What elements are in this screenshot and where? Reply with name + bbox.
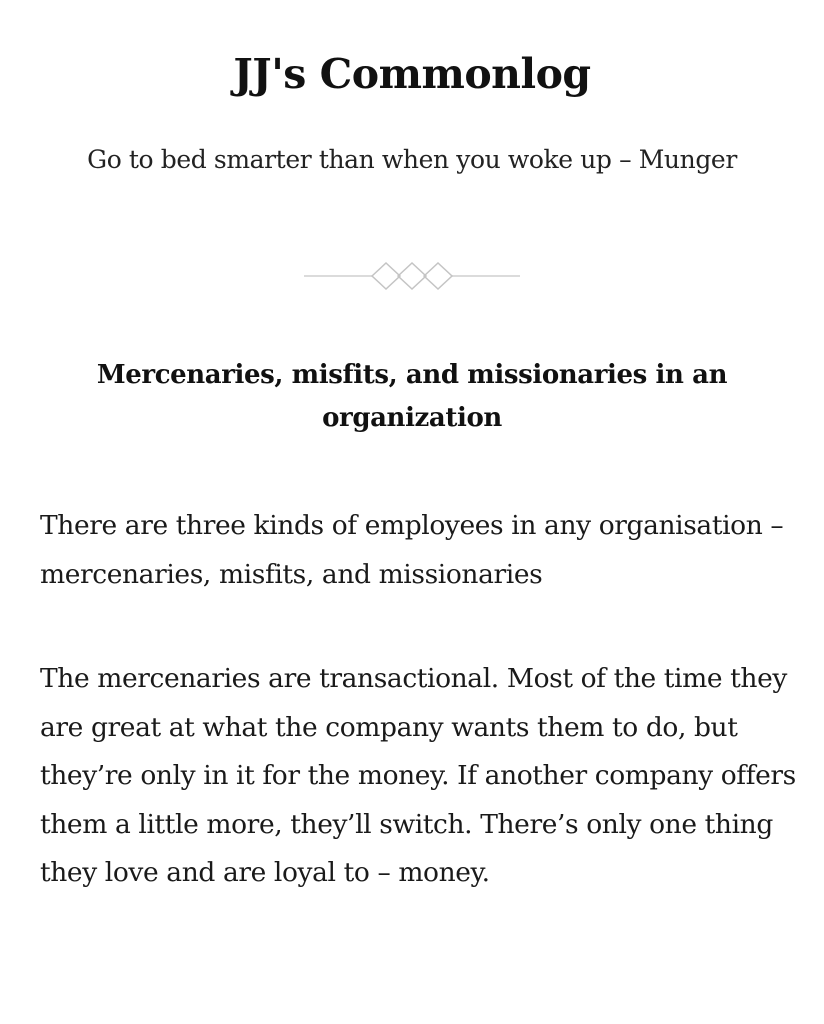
post-paragraph: The mercenaries are transactional. Most of the time they are great at what the company wants them to do, but they’re only in it for the money. If another company offers them a little more, they’ll switch. There’s only one thing they love and are loyal to – money.: [40, 663, 796, 888]
post-title[interactable]: Mercenaries, misfits, and missionaries in an organization: [96, 360, 728, 433]
site-tagline: Go to bed smarter than when you woke up – Munger: [87, 145, 737, 174]
post-paragraph: There are three kinds of employees in any organisation – mercenaries, misfits, and missionaries: [40, 510, 784, 590]
post-body: [40, 502, 800, 954]
site-title[interactable]: JJ's Commonlog: [233, 50, 591, 98]
diamond-divider-icon: [304, 260, 520, 292]
